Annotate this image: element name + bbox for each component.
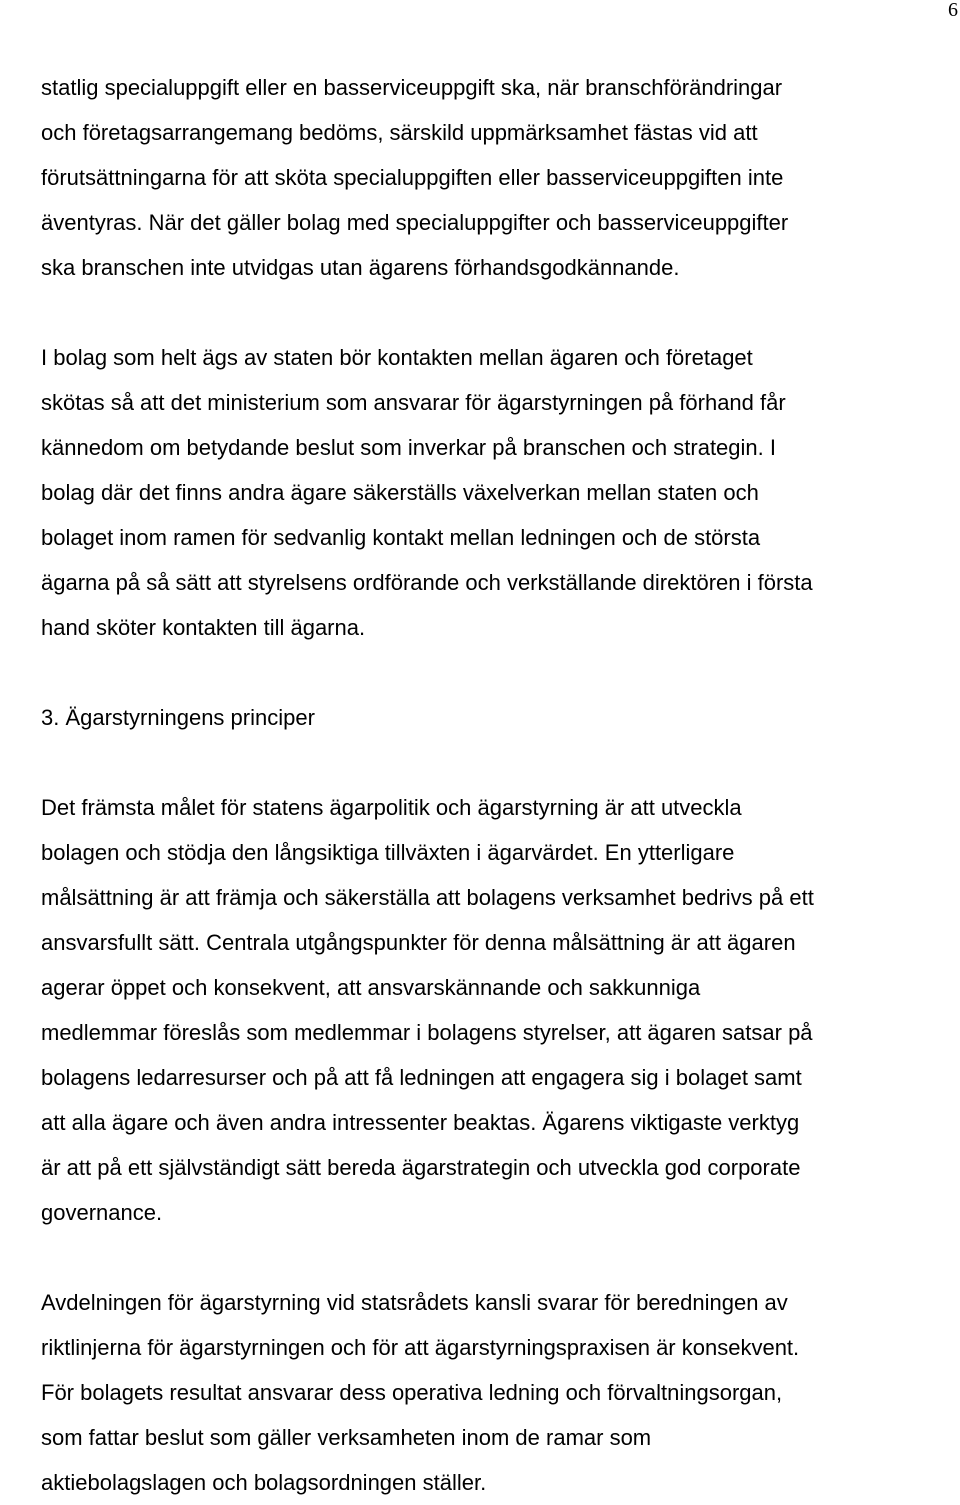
text-line: är att på ett självständigt sätt bereda ägarstrategin och utveckla god corporate xyxy=(41,1155,801,1180)
text-line: medlemmar föreslås som medlemmar i bolagens styrelser, att ägaren satsar på xyxy=(41,1020,813,1045)
text-line: bolaget inom ramen för sedvanlig kontakt mellan ledningen och de största xyxy=(41,525,761,550)
section-heading xyxy=(41,695,960,740)
text-line: skötas så att det ministerium som ansvarar för ägarstyrningen på förhand får xyxy=(41,390,786,415)
text-line: och företagsarrangemang bedöms, särskild uppmärksamhet fästas vid att xyxy=(41,120,758,145)
text-line: För bolagets resultat ansvarar dess operativa ledning och förvaltningsorgan, xyxy=(41,1380,783,1405)
text-line: äventyras. När det gäller bolag med specialuppgifter och basserviceuppgifter xyxy=(41,210,789,235)
section-heading-text: 3. Ägarstyrningens principer xyxy=(41,705,315,730)
text-line: Avdelningen för ägarstyrning vid statsrådets kansli svarar för beredningen av xyxy=(41,1290,788,1315)
text-line: ska branschen inte utvidgas utan ägarens förhandsgodkännande. xyxy=(41,255,680,280)
text-line: statlig specialuppgift eller en basserviceuppgift ska, när branschförändringar xyxy=(41,75,783,100)
text-line: bolag där det finns andra ägare säkerställs växelverkan mellan staten och xyxy=(41,480,759,505)
page-number: 6 xyxy=(948,0,958,21)
text-line: ansvarsfullt sätt. Centrala utgångspunkter för denna målsättning är att ägaren xyxy=(41,930,796,955)
paragraph xyxy=(41,785,960,1235)
text-line: kännedom om betydande beslut som inverkar på branschen och strategin. I xyxy=(41,435,776,460)
paragraph xyxy=(41,335,960,650)
text-line: I bolag som helt ägs av staten bör kontakten mellan ägaren och företaget xyxy=(41,345,753,370)
paragraph xyxy=(41,65,960,290)
text-line: agerar öppet och konsekvent, att ansvarskännande och sakkunniga xyxy=(41,975,701,1000)
text-line: att alla ägare och även andra intressenter beaktas. Ägarens viktigaste verktyg xyxy=(41,1110,800,1135)
text-line: governance. xyxy=(41,1200,163,1225)
paragraph-spacer xyxy=(41,290,960,335)
paragraph-spacer xyxy=(41,740,960,785)
text-line: aktiebolagslagen och bolagsordningen ställer. xyxy=(41,1470,487,1495)
text-line: målsättning är att främja och säkerställa att bolagens verksamhet bedrivs på ett xyxy=(41,885,814,910)
text-line: ägarna på så sätt att styrelsens ordförande och verkställande direktören i första xyxy=(41,570,813,595)
text-line: som fattar beslut som gäller verksamheten inom de ramar som xyxy=(41,1425,652,1450)
text-line: bolagen och stödja den långsiktiga tillväxten i ägarvärdet. En ytterligare xyxy=(41,840,735,865)
document-body xyxy=(41,65,960,1505)
paragraph xyxy=(41,1280,960,1505)
text-line: hand sköter kontakten till ägarna. xyxy=(41,615,366,640)
text-line: förutsättningarna för att sköta specialuppgiften eller basserviceuppgiften inte xyxy=(41,165,784,190)
paragraph-spacer xyxy=(41,1235,960,1280)
text-line: riktlinjerna för ägarstyrningen och för att ägarstyrningspraxisen är konsekvent. xyxy=(41,1335,800,1360)
text-line: Det främsta målet för statens ägarpolitik och ägarstyrning är att utveckla xyxy=(41,795,742,820)
paragraph-spacer xyxy=(41,650,960,695)
text-line: bolagens ledarresurser och på att få ledningen att engagera sig i bolaget samt xyxy=(41,1065,802,1090)
